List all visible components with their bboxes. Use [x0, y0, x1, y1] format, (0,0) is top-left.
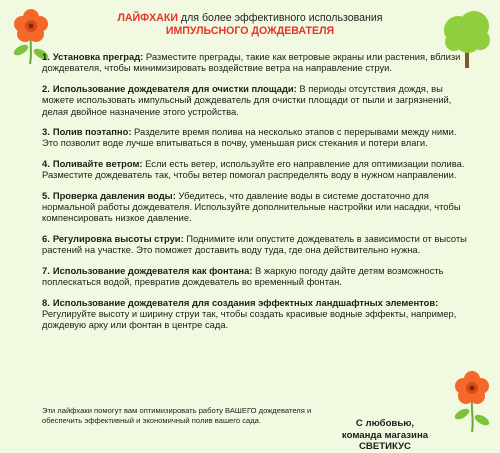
title-text: для более эффективного использования [177, 12, 383, 24]
item-number: 6. [42, 232, 50, 244]
item-number: 4. [42, 157, 50, 169]
footer-note: Эти лайфхаки помогут вам оптимизировать работу ВАШЕГО дождевателя и обеспечить эффективный и экономичный полив вашего сада. [42, 406, 312, 425]
item-number: 8. [42, 296, 50, 308]
item-number: 1. [42, 51, 50, 62]
flower-icon [450, 368, 494, 434]
item-number: 7. [42, 264, 50, 276]
item-title: Использование дождевателя как фонтана: [52, 264, 253, 276]
item-text: Если есть ветер, используйте его направление для оптимизации полива. Разместите дождеватель так, чтобы ветер помогал распределять воду в нужном направлении. [42, 157, 465, 181]
list-item [42, 297, 470, 331]
item-text: Регулируйте высоту и ширину струи так, чтобы создать красивые водные эффекты, например, дождевую арку или фонтан в центре сада. [42, 307, 457, 331]
list-item [42, 265, 470, 288]
item-title: Проверка давления воды: [52, 189, 176, 201]
item-title: Полив поэтапно: [52, 126, 132, 138]
item-number: 3. [42, 126, 50, 138]
item-title: Использование дождевателя для создания эффектных ландшафтных элементов: [52, 296, 439, 308]
item-title: Установка преград: [52, 51, 144, 62]
list-item [42, 126, 470, 149]
item-number: 2. [42, 82, 50, 94]
list-item [42, 51, 470, 74]
list-item [42, 158, 470, 181]
item-title: Использование дождевателя для очистки площади: [52, 82, 297, 94]
item-text: В жаркую погоду дайте детям возможность поплескаться водой, превратив дождеватель во временный фонтан. [42, 264, 444, 288]
list-item [42, 233, 470, 256]
item-text: Разместите преграды, такие как ветровые экраны или растения, вблизи дождевателя, чтобы минимизировать воздействие ветра на направление струи. [42, 51, 461, 74]
signature-greeting: С любовью, [355, 418, 415, 429]
list-item [42, 83, 470, 117]
item-title: Регулировка высоты струи: [52, 232, 184, 244]
lifehack-list [42, 51, 470, 340]
item-text: Разделите время полива на несколько этапов с перерывами между ними. Это позволит воде лучше впитываться в почву, уменьшая риск стекания и потери влаги. [42, 126, 457, 149]
item-text: Убедитесь, что давление воды в системе достаточно для нормальной работы дождевателя. Используйте дополнительные настройки или насадки, чтобы компенсировать низкое давление. [42, 189, 461, 224]
page-title [60, 12, 440, 38]
title-highlight: ЛАЙФХАКИ [117, 12, 178, 24]
signature [325, 418, 445, 453]
item-title: Поливайте ветром: [52, 157, 143, 169]
title-subject: ИМПУЛЬСНОГО ДОЖДЕВАТЕЛЯ [165, 25, 335, 37]
item-number: 5. [42, 189, 50, 201]
item-text: В периоды отсутствия дождя, вы можете использовать импульсный дождеватель для очистки площади от пыли и загрязнений, делая двойное назначение этого устройства. [42, 82, 452, 117]
item-text: Поднимите или опустите дождеватель в зависимости от высоты растений на участке. Это поможет доставить воду туда, где она действительно нужна. [42, 232, 467, 256]
signature-team: команда магазина СВЕТИКУС [341, 429, 429, 452]
list-item [42, 190, 470, 224]
